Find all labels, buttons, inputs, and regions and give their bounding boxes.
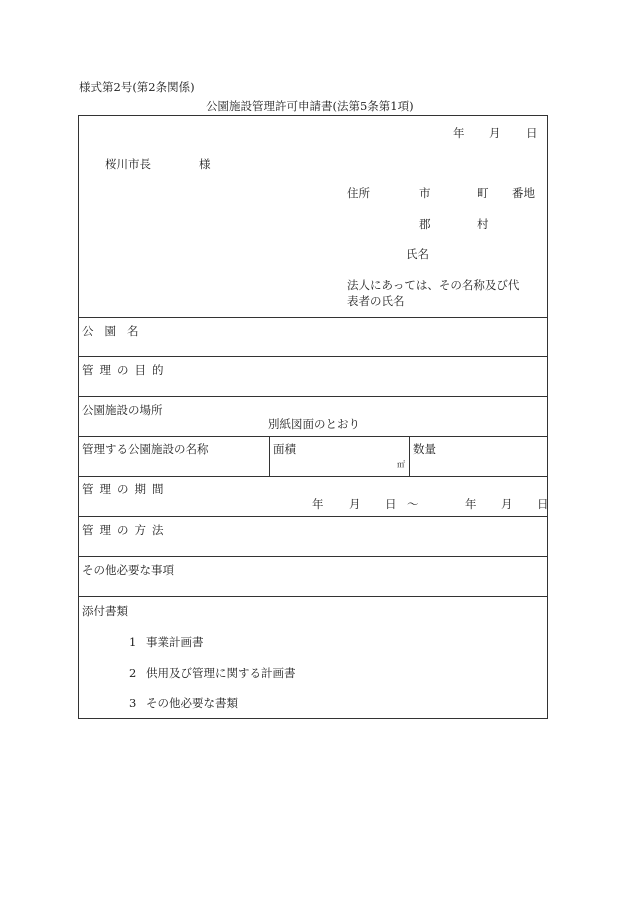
attachment-item: 供用及び管理に関する計画書 (146, 666, 296, 680)
period-start-month: 月 (349, 497, 361, 511)
date-day-label: 日 (526, 126, 538, 140)
attachment-number: 2 (129, 666, 137, 680)
period-tilde: 〜 (407, 497, 419, 511)
divider (79, 317, 547, 318)
applicant-name-label: 氏名 (406, 247, 429, 261)
county-label: 郡 (419, 217, 431, 231)
column-divider (409, 436, 410, 476)
corporation-note-line1: 法人にあっては、その名称及び代 (347, 278, 520, 292)
divider (79, 436, 547, 437)
method-label: 管理の方法 (82, 523, 170, 537)
period-end-day: 日 (537, 497, 549, 511)
application-form-table (78, 115, 548, 719)
divider (79, 396, 547, 397)
column-divider (269, 436, 270, 476)
address-label: 住所 (347, 186, 370, 200)
park-name-label: 公園名 (82, 324, 150, 338)
attachment-number: 3 (129, 696, 137, 710)
quantity-label: 数量 (413, 442, 436, 456)
town-label: 町 (477, 186, 489, 200)
period-end-month: 月 (501, 497, 513, 511)
divider (79, 476, 547, 477)
location-value: 別紙図面のとおり (268, 417, 360, 431)
period-start-day: 日 (385, 497, 397, 511)
attachments-label: 添付書類 (82, 604, 128, 618)
area-unit: ㎡ (397, 460, 405, 469)
date-month-label: 月 (489, 126, 501, 140)
city-label: 市 (419, 186, 431, 200)
purpose-label: 管理の目的 (82, 363, 170, 377)
divider (79, 556, 547, 557)
period-label: 管理の期間 (82, 482, 170, 496)
date-year-label: 年 (453, 126, 465, 140)
corporation-note-line2: 表者の氏名 (347, 294, 405, 308)
facility-name-label: 管理する公園施設の名称 (82, 442, 209, 456)
divider (79, 516, 547, 517)
banchi-label: 番地 (512, 186, 535, 200)
area-label: 面積 (273, 442, 296, 456)
other-matters-label: その他必要な事項 (82, 563, 174, 577)
village-label: 村 (477, 217, 489, 231)
form-number: 様式第2号(第2条関係) (79, 80, 195, 94)
attachment-item: 事業計画書 (146, 635, 204, 649)
attachment-item: その他必要な書類 (146, 696, 238, 710)
period-end-year: 年 (465, 497, 477, 511)
divider (79, 596, 547, 597)
addressee: 桜川市長 (105, 157, 151, 171)
divider (79, 356, 547, 357)
form-title: 公園施設管理許可申請書(法第5条第1項) (206, 99, 414, 113)
period-start-year: 年 (312, 497, 324, 511)
attachment-number: 1 (129, 635, 137, 649)
location-label: 公園施設の場所 (82, 403, 163, 417)
addressee-honorific: 様 (199, 157, 211, 171)
